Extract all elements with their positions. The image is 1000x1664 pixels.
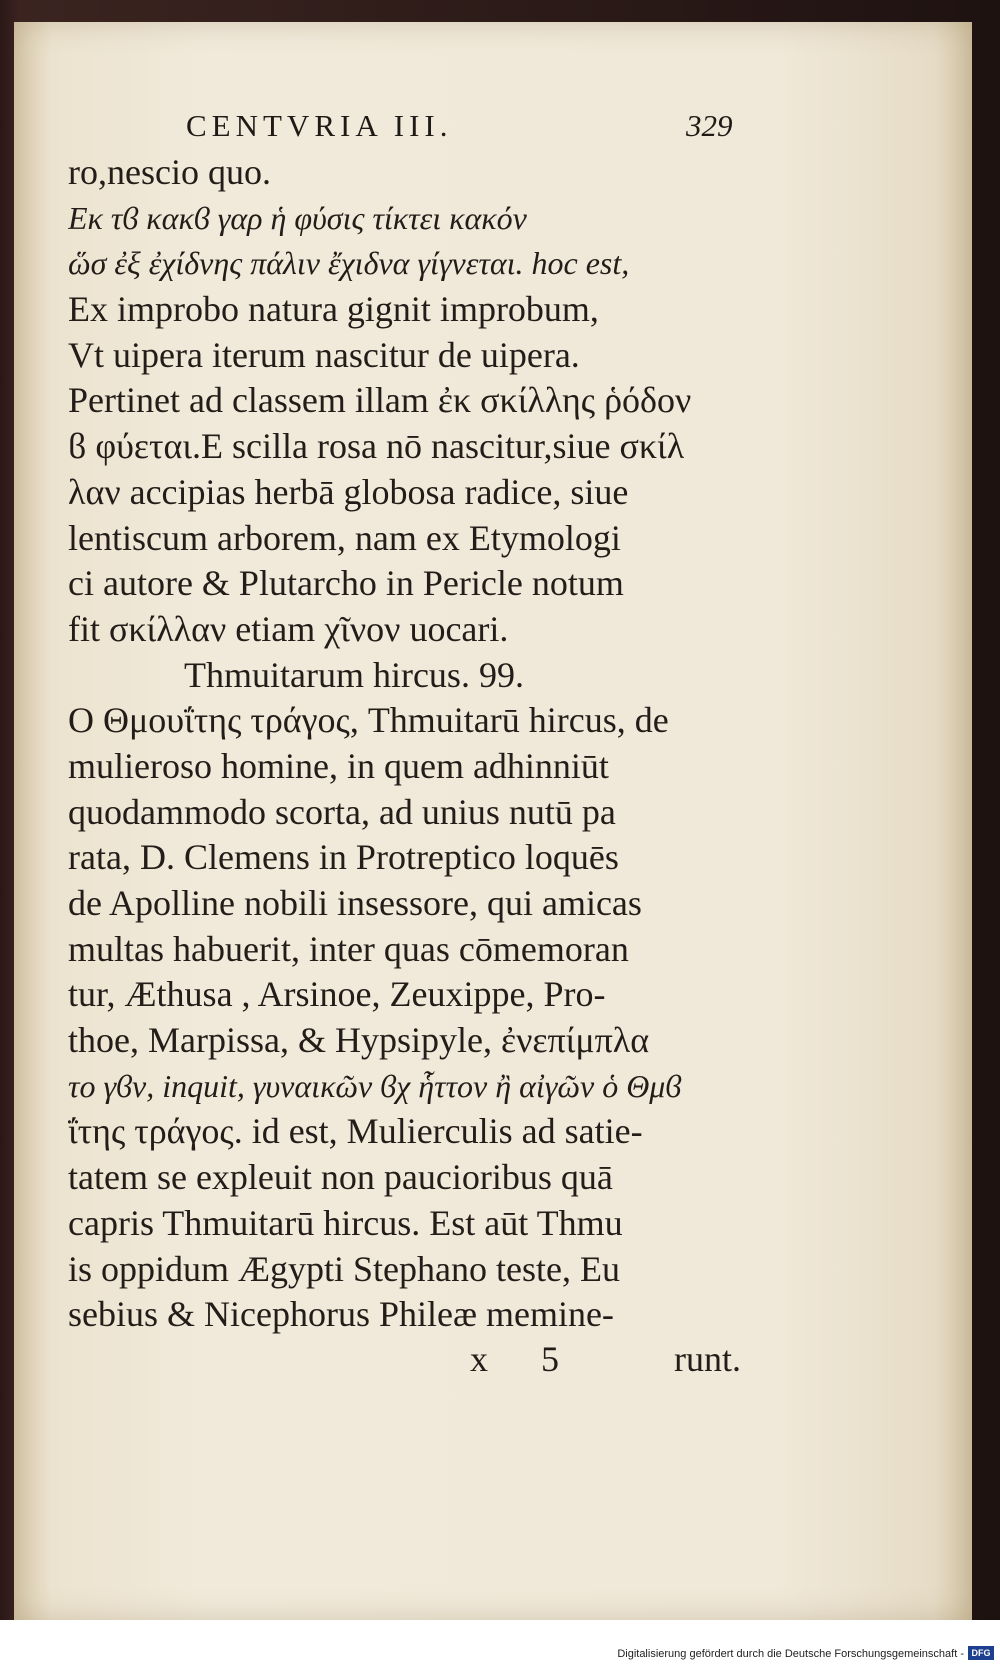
text-line: rata, D. Clemens in Protreptico loquēs bbox=[68, 837, 619, 878]
dfg-credit: Digitalisierung gefördert durch die Deutsche Forschungsgemeinschaft - bbox=[617, 1648, 964, 1660]
text-line: capris Thmuitarū hircus. Est aūt Thmu bbox=[68, 1202, 623, 1243]
text-line: ro,nescio quo. bbox=[68, 152, 271, 192]
text-line: thoe, Marpissa, & Hypsipyle, ἐνεπίμπλα bbox=[68, 1020, 650, 1061]
text-line: Ex improbo natura gignit improbum, bbox=[68, 289, 599, 330]
text-line: mulieroso homine, in quem adhinniūt bbox=[68, 745, 609, 786]
page-number: 329 bbox=[686, 108, 733, 143]
text-line: multas habuerit, inter quas cōmemoran bbox=[68, 928, 629, 969]
body-text bbox=[68, 150, 768, 1338]
text-line: Εκ τϐ κακϐ γαρ ἡ φύσις τίκτει κακόν bbox=[68, 199, 527, 236]
text-line: Vt uipera iterum nascitur de uipera. bbox=[68, 334, 580, 375]
text-line: ὥσ ἐξ ἐχίδνης πάλιν ἔχιδνα γίγνεται. hoc est, bbox=[68, 245, 630, 282]
catchword: runt. bbox=[674, 1339, 741, 1379]
text-line: fit σκίλλαν etiam χῖνον uocari. bbox=[68, 608, 509, 649]
signature-mark: x 5 bbox=[470, 1339, 581, 1379]
text-line: lentiscum arborem, nam ex Etymologi bbox=[68, 517, 621, 558]
text-line: Ο Θμουΐτης τράγος, Thmuitarū hircus, de bbox=[68, 700, 669, 741]
text-line: το γϐν, inquit, γυναικῶν ϐχ ἧττον ἢ αἰγῶν ὁ Θμϐ bbox=[68, 1067, 682, 1104]
text-line: ΐτης τράγος. id est, Mulierculis ad satie- bbox=[68, 1111, 643, 1152]
text-line: ci autore & Plutarcho in Pericle notum bbox=[68, 563, 624, 604]
running-head: CENTVRIA III. bbox=[186, 108, 453, 143]
text-line: tatem se expleuit non paucioribus quā bbox=[68, 1157, 613, 1198]
text-line: de Apolline nobili insessore, qui amicas bbox=[68, 883, 642, 923]
text-line: λαν accipias herbā globosa radice, siue bbox=[68, 471, 629, 512]
page-header bbox=[150, 108, 750, 152]
text-line: Pertinet ad classem illam ἐκ σκίλλης ῥόδον bbox=[68, 380, 692, 421]
text-line: is oppidum Ægypti Stephano teste, Eu bbox=[68, 1248, 620, 1289]
dfg-logo-icon: DFG bbox=[968, 1646, 994, 1660]
text-line: sebius & Nicephorus Phileæ memine- bbox=[68, 1294, 614, 1335]
text-line: tur, Æthusa , Arsinoe, Zeuxippe, Pro- bbox=[68, 974, 606, 1015]
section-heading: Thmuitarum hircus. 99. bbox=[184, 654, 524, 695]
text-line: ϐ φύεται.E scilla rosa nō nascitur,siue σκίλ bbox=[68, 426, 685, 467]
signature-line bbox=[68, 1338, 768, 1384]
text-line: quodammodo scorta, ad unius nutū pa bbox=[68, 791, 616, 832]
